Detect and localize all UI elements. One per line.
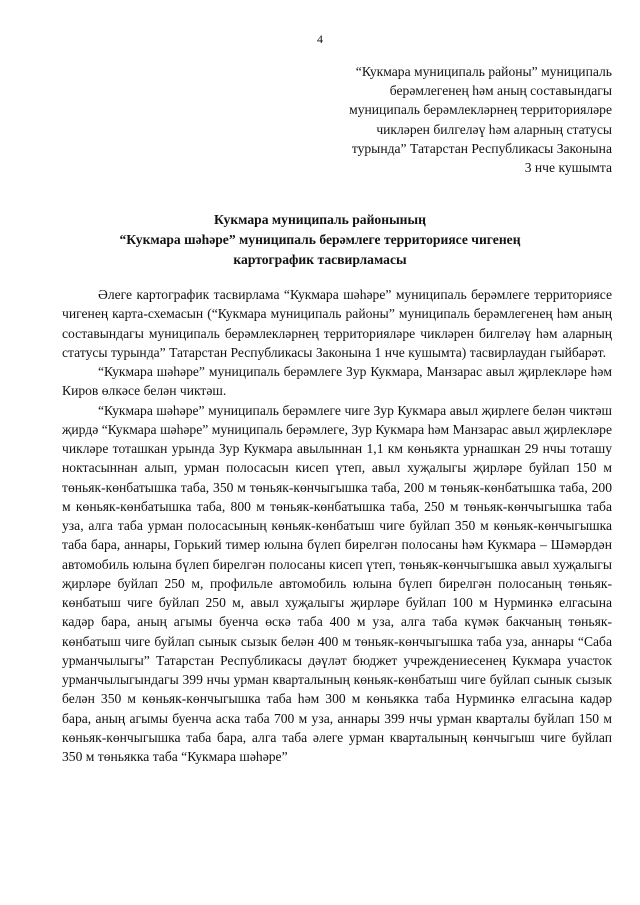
document-title-line: Кукмара муниципаль районының: [214, 212, 426, 227]
appendix-header-line: муниципаль берәмлекләрнең территорияләре: [349, 102, 612, 118]
appendix-header: [282, 62, 612, 177]
document-title-line: “Кукмара шәһәре” муниципаль берәмлеге территориясе чигенең: [119, 232, 521, 247]
page-number: 4: [317, 32, 323, 46]
body-paragraph: Әлеге картографик тасвирлама “Кукмара шәһәре” муниципаль берәмлеге территориясе чигенең карта-схемасын (“Кукмара муниципаль районы” муниципаль берәмлегенең һәм аның составындагы муниципаль берәмлекләрнең территорияләре чикләрен билгеләү һәм аларның статусы турында” Татарстан Республикасы Законына 1 нче кушымта) тасвирлаудан гыйбарәт.: [62, 287, 612, 360]
appendix-header-line: берәмлегенең һәм аның составындагы: [389, 83, 612, 99]
document-body: [62, 285, 612, 766]
appendix-header-line: турында” Татарстан Республикасы Законына: [351, 140, 612, 156]
appendix-header-line: “Кукмара муниципаль районы” муниципаль: [355, 64, 612, 79]
appendix-number: 3 нче кушымта: [524, 160, 612, 176]
body-paragraph: “Кукмара шәһәре” муниципаль берәмлеге Зур Кукмара, Манзарас авыл җирлекләре һәм Киров өлкәсе белән чиктәш.: [62, 364, 612, 399]
document-title: [0, 210, 640, 270]
body-paragraph: “Кукмара шәһәре” муниципаль берәмлеге чиге Зур Кукмара авыл җирлеге белән чиктәш җирдә “Кукмара шәһәре” муниципаль берәмлеге, Зур Кукмара һәм Манзарас авыл җирлекләре чикләре тоташкан урында Зур Кукмара авылыннан 1,1 км көньякта урнашкан 29 нчы тоташу ноктасыннан алып, урман полосасын кисеп үтеп, авыл хуҗалыгы җирләре буйлап 150 м төньяк-көнбатышка таба, 350 м төньяк-көнчыгышка таба, 200 м төньяк-көнбатышка таба, 200 м көньяк-көнбатышка таба, 800 м төньяк-көнбатышка таба, 250 м төньяк-көнчыгышка таба уза, алга таба урман полосасының көньяк-көнбатыш чиге буйлап 350 м көньяк-көнчыгышка таба бара, аннары, Горький тимер юлына бүлеп бирелгән полосаны һәм Кукмара – Шәмәрдән автомобиль юлына бүлеп бирелгән полосаны кисеп үтеп, төньяк-көнчыгышка авыл хуҗалыгы җирләре буйлап 250 м, профильле автомобиль юлына бүлеп бирелгән полосаның төньяк-көнбатыш чиге буйлап 250 м, авыл хуҗалыгы җирләре буйлап 100 м Нурминкә елгасына кадәр бара, аның агымы буенча өскә таба 400 м уза, алга таба күмәк бакчаның төньяк-көнбатыш чиге буйлап сынык сызык белән 400 м төньяк-көнчыгышка таба уза, аннары “Саба урманчылыгы” Татарстан Республикасы дәүләт бюджет учреждениесенең Кукмара участок урманчылыгындагы 399 нчы урман кварталының көньяк-көнбатыш чиге буйлап сынык сызык белән 350 м көньяк-көнчыгышка таба һәм 300 м көньякка таба Нурминкә елгасына кадәр бара, аның агымы буенча аска таба 700 м уза, аннары 399 нчы урман кварталы буйлап 150 м көньяк-көнчыгышка таба бара, алга таба әлеге урман кварталының көнчыгыш чиге буйлап 350 м төньякка таба “Кукмара шәһәре”: [62, 402, 612, 764]
document-title-line: картографик тасвирламасы: [233, 252, 407, 267]
appendix-header-line: чикләрен билгеләү һәм аларның статусы: [376, 121, 612, 137]
